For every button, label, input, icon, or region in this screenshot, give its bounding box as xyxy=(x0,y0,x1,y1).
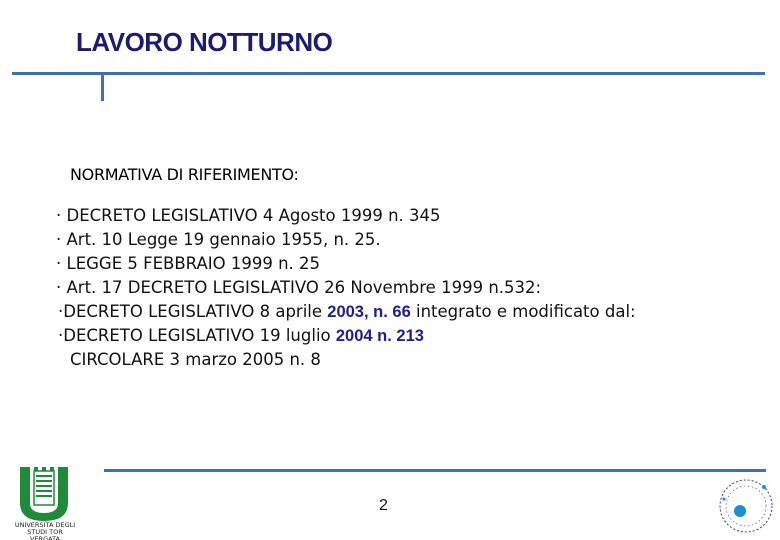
list-bullet: · xyxy=(58,302,64,321)
list-item xyxy=(70,350,321,369)
list-item xyxy=(58,326,424,346)
list-item xyxy=(56,254,320,274)
section-subtitle: NORMATIVA DI RIFERIMENTO: xyxy=(70,165,299,184)
university-logo-text: UNIVERSITÀ DEGLI STUDI TOR VERGATA xyxy=(14,522,76,540)
list-bullet: · xyxy=(56,278,67,297)
list-item xyxy=(56,206,441,226)
list-item-text: Art. 10 Legge 19 gennaio 1955, n. 25. xyxy=(66,230,381,249)
list-item xyxy=(56,278,541,298)
header-divider xyxy=(12,72,765,75)
list-item xyxy=(58,302,636,322)
list-item-text: CIRCOLARE 3 marzo 2005 n. 8 xyxy=(70,350,321,369)
header-divider-tick xyxy=(101,75,104,101)
list-item-suffix: integrato e modificato dal: xyxy=(410,302,636,321)
page-title: LAVORO NOTTURNO xyxy=(76,27,333,57)
page-number: 2 xyxy=(379,497,388,514)
list-item-text: Art. 17 DECRETO LEGISLATIVO 26 Novembre 1999 n.532: xyxy=(66,278,542,297)
list-item-text: DECRETO LEGISLATIVO 8 aprile xyxy=(63,302,328,321)
list-item-text: DECRETO LEGISLATIVO 4 Agosto 1999 n. 345 xyxy=(66,206,441,225)
list-bullet: · xyxy=(56,206,67,225)
list-item-highlight: 2004 n. 213 xyxy=(335,327,424,345)
list-item xyxy=(56,230,381,250)
footer-divider xyxy=(104,469,766,472)
circular-seal-logo-icon xyxy=(714,473,778,539)
list-item-highlight: 2003, n. 66 xyxy=(327,303,411,321)
list-item-text: LEGGE 5 FEBBRAIO 1999 n. 25 xyxy=(66,254,321,273)
list-bullet: · xyxy=(58,326,64,345)
list-item-text: DECRETO LEGISLATIVO 19 luglio xyxy=(63,326,336,345)
list-bullet: · xyxy=(56,230,67,249)
list-bullet: · xyxy=(56,254,67,273)
